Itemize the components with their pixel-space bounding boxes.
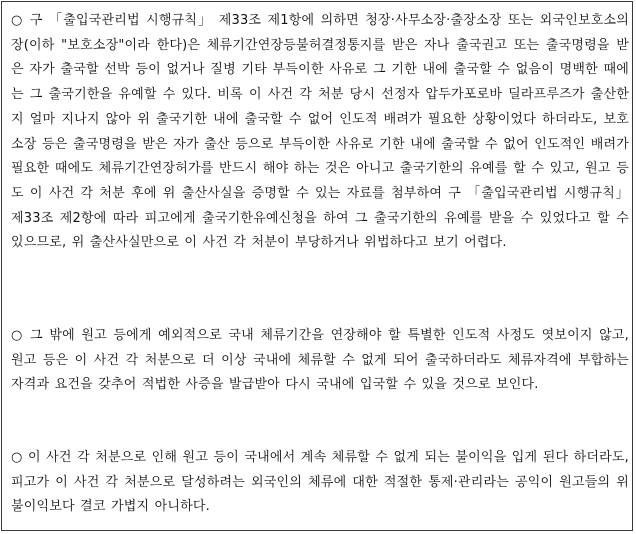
paragraph-extension-denial: ○ 구 「출입국관리법 시행규칙」 제33조 제1항에 의하면 청장·사무소장·출장소장 또는 외국인보호소의 장(이하 "보호소장"이라 한다)은 체류기간연장등불허결정통지를 받은 자나 출국권고 또는 출국명령을 받은 자가 출국할 선박 등이 없거나 질병 기타 부득이한 사유로 그 기한 내에 출국할 수 없음이 명백한 때에는 그 출국기한을 유예할 수 있다. 비록 이 사건 각 처분 당시 선정자 압두가포로바 딜라프루즈가 출산한 지 얼마 지나지 않아 위 출국기한 내에 출국할 수 없어 인도적 배려가 필요한 상황이었다 하더라도, 보호소장 등은 출국명령을 받은 자가 출산 등으로 부득이한 사유로 기한 내에 출국할 수 없어 인도적인 배려가 필요한 때에도 체류기간연장허가를 반드시 해야 하는 것은 아니고 출국기한의 유예를 할 수 있고, 원고 등도 이 사건 각 처분 후에 위 출산사실을 증명할 수 있는 자료를 첨부하여 구 「출입국관리법 시행규칙」 제33조 제2항에 따라 피고에게 출국기한유예신청을 하여 그 출국기한의 유예를 받을 수 있었다고 할 수 있으므로, 위 출산사실만으로 이 사건 각 처분이 부당하거나 위법하다고 보기 어렵다. <box>11 13 629 251</box>
paragraph-public-interest: ○ 이 사건 각 처분으로 인해 원고 등이 국내에서 계속 체류할 수 없게 되는 불이익을 입게 된다 하더라도, 피고가 이 사건 각 처분으로 달성하려는 외국인의 체류에 대한 적절한 통제·관리라는 공익이 원고들의 위 불이익보다 결코 가볍지 아니하다. <box>11 450 629 515</box>
paragraph-no-humanitarian-grounds: ○ 그 밖에 원고 등에게 예외적으로 국내 체류기간을 연장해야 할 특별한 인도적 사정도 엿보이지 않고, 원고 등은 이 사건 각 처분으로 더 이상 국내에 체류할 수 없게 되어 출국하더라도 체류자격에 부합하는 자격과 요건을 갖추어 적법한 사증을 발급받아 다시 국내에 입국할 수 있을 것으로 보인다. <box>11 328 629 393</box>
document-frame <box>1 1 633 531</box>
